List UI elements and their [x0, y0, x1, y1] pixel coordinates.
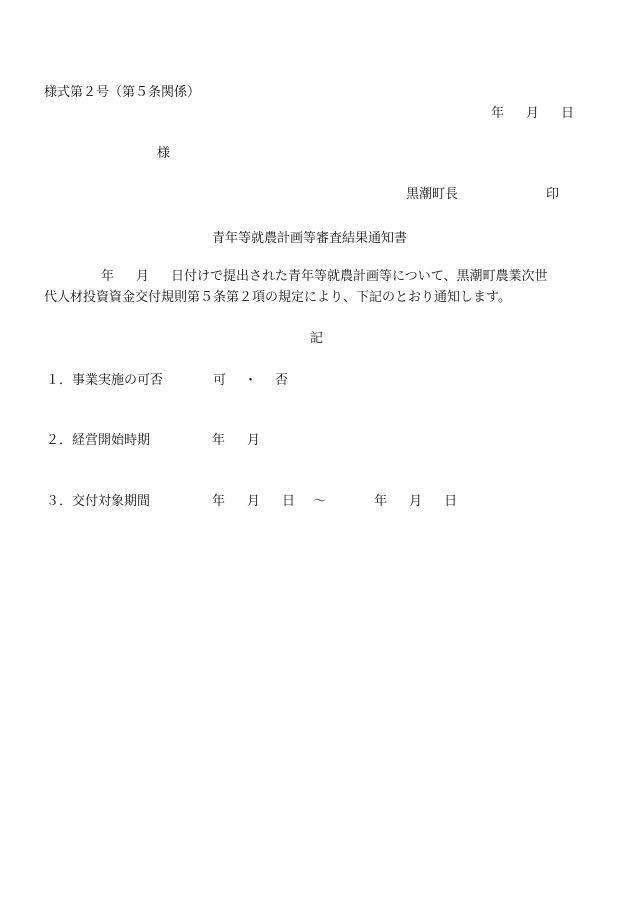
item-3-period [212, 494, 457, 510]
body-line-2: 代人材投資資金交付規則第５条第２項の規定により、下記のとおり通知します。 [44, 290, 511, 305]
item-2-month: 月 [247, 433, 261, 448]
addressee-honorific: 様 [157, 146, 171, 161]
item-3-label: ３．交付対象期間 [46, 494, 151, 509]
date-year: 年 [491, 106, 505, 121]
item-2-date [212, 433, 260, 449]
item-3-start-year: 年 [212, 494, 226, 509]
date-line [491, 106, 574, 122]
item-1-label: １．事業実施の可否 [46, 373, 164, 388]
ki-heading: 記 [310, 331, 324, 346]
item-3-start-month: 月 [247, 494, 261, 509]
option-no: 否 [275, 373, 289, 388]
item-3-end-day: 日 [444, 494, 458, 509]
option-yes: 可 [213, 373, 227, 388]
option-separator: ・ [244, 373, 258, 388]
document-title: 青年等就農計画等審査結果通知書 [212, 231, 408, 246]
date-day: 日 [561, 106, 575, 121]
item-3-end-month: 月 [409, 494, 423, 509]
body-line-1-text: 日付けで提出された青年等就農計画等について、黒潮町農業次世 [171, 269, 548, 284]
item-1-options [213, 373, 288, 389]
body-line-1 [101, 269, 548, 285]
date-month: 月 [526, 106, 540, 121]
item-3-end-year: 年 [374, 494, 388, 509]
item-2-year: 年 [212, 433, 226, 448]
item-3-tilde: ～ [313, 494, 327, 509]
seal-mark: 印 [546, 187, 560, 202]
sender-name: 黒潮町長 [406, 187, 459, 202]
item-2-label: ２．経営開始時期 [46, 433, 151, 448]
body-month: 月 [136, 269, 150, 284]
form-number: 様式第２号（第５条関係） [44, 85, 201, 100]
item-3-start-day: 日 [282, 494, 296, 509]
body-year: 年 [101, 269, 115, 284]
